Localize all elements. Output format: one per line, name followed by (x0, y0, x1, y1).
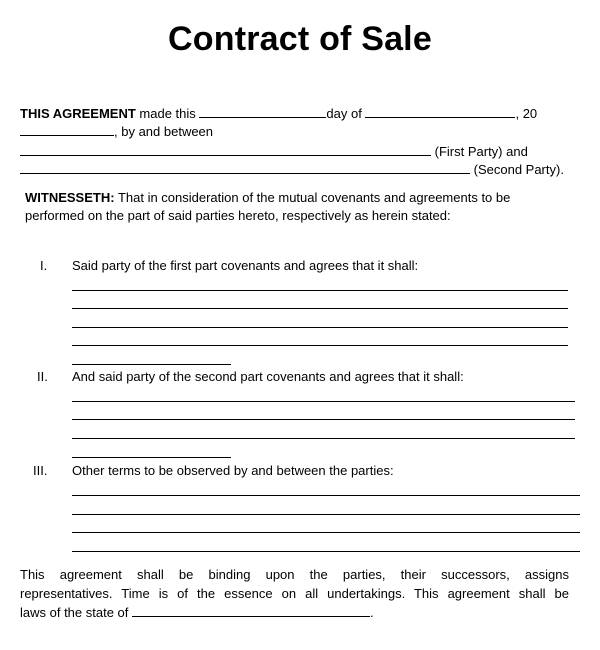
second-party-blank-field[interactable] (20, 161, 470, 174)
section-2-blank-line[interactable] (72, 419, 575, 420)
closing-line-3 (20, 604, 374, 622)
witnesseth-text-1: That in consideration of the mutual covenants and agreements to be (114, 190, 511, 205)
witnesseth-line-1 (25, 189, 510, 207)
agreement-lead: THIS AGREEMENT (20, 106, 136, 121)
state-blank-field[interactable] (132, 604, 370, 617)
section-1-blank-line[interactable] (72, 327, 568, 328)
year-prefix-text: , 20 (515, 106, 538, 121)
agreement-line-4 (20, 161, 564, 179)
section-3-blank-line[interactable] (72, 532, 580, 533)
second-party-text: (Second Party). (473, 162, 564, 177)
closing-line-1: This agreement shall be binding upon the parties, their successors, assigns (20, 567, 569, 582)
made-this-text: made this (135, 106, 196, 121)
section-1-blank-line[interactable] (72, 364, 231, 365)
section-numeral-2: II. (37, 369, 48, 384)
section-2-blank-line[interactable] (72, 438, 575, 439)
witnesseth-lead: WITNESSETH: (25, 190, 115, 205)
section-2-blank-line[interactable] (72, 401, 575, 402)
closing-line-2: representatives. Time is of the essence on all undertakings. This agreement shall be (20, 586, 569, 601)
section-3-blank-line[interactable] (72, 551, 580, 552)
section-numeral-1: I. (40, 258, 48, 273)
day-of-text: day of (326, 106, 362, 121)
agreement-line-3 (20, 143, 528, 161)
agreement-line-1 (20, 105, 537, 123)
section-numeral-3: III. (33, 463, 48, 478)
section-1-blank-line[interactable] (72, 308, 568, 309)
state-of-text: laws of the state of (20, 605, 129, 620)
first-party-text: (First Party) and (434, 144, 528, 159)
section-1-blank-line[interactable] (72, 345, 568, 346)
first-party-blank-field[interactable] (20, 143, 431, 156)
document-title: Contract of Sale (168, 20, 432, 58)
section-1-blank-line[interactable] (72, 290, 568, 291)
by-and-between-text: , by and between (114, 124, 214, 139)
closing-period: . (370, 605, 374, 620)
year-blank-field[interactable] (20, 123, 114, 136)
date-blank-field[interactable] (199, 105, 326, 118)
witnesseth-line-2 (25, 207, 451, 225)
month-blank-field[interactable] (365, 105, 515, 118)
section-text-3: Other terms to be observed by and between the parties: (72, 463, 394, 478)
section-3-blank-line[interactable] (72, 514, 580, 515)
section-text-2: And said party of the second part covenants and agrees that it shall: (72, 369, 464, 384)
section-3-blank-line[interactable] (72, 495, 580, 496)
section-text-1: Said party of the first part covenants and agrees that it shall: (72, 258, 419, 273)
agreement-line-2 (20, 123, 213, 141)
section-2-blank-line[interactable] (72, 457, 231, 458)
witnesseth-text-2: performed on the part of said parties hereto, respectively as herein stated: (25, 208, 451, 223)
